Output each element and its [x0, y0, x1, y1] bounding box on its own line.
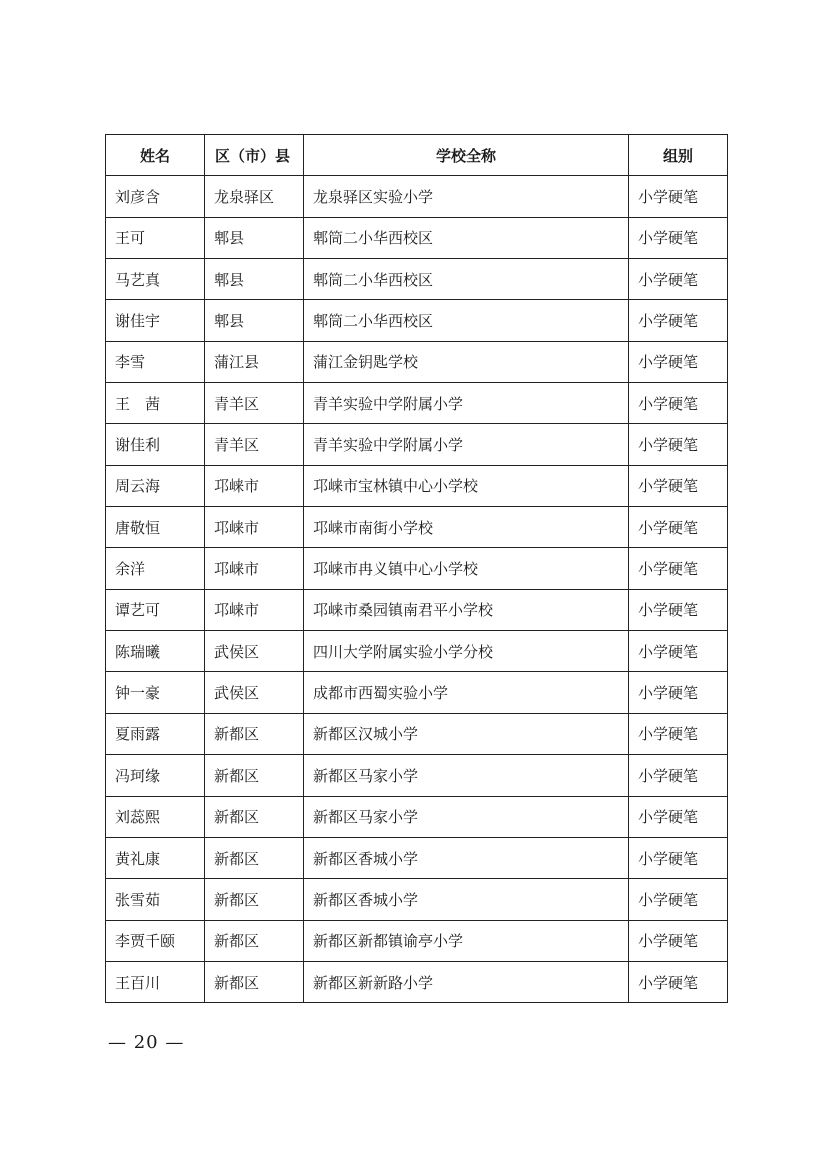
cell-group: 小学硬笔 [629, 341, 728, 382]
cell-school: 青羊实验中学附属小学 [304, 383, 629, 424]
cell-name: 马艺真 [106, 259, 205, 300]
cell-county: 武侯区 [205, 631, 304, 672]
cell-school: 蒲江金钥匙学校 [304, 341, 629, 382]
cell-group: 小学硬笔 [629, 796, 728, 837]
cell-school: 新都区新新路小学 [304, 961, 629, 1002]
table-row [106, 961, 728, 1002]
table-row [106, 796, 728, 837]
cell-county: 邛崃市 [205, 507, 304, 548]
cell-school: 郫筒二小华西校区 [304, 259, 629, 300]
cell-name: 王 茜 [106, 383, 205, 424]
table-header [106, 135, 728, 176]
cell-group: 小学硬笔 [629, 713, 728, 754]
cell-name: 刘蕊熙 [106, 796, 205, 837]
cell-name: 谢佳利 [106, 424, 205, 465]
cell-county: 新都区 [205, 796, 304, 837]
cell-school: 邛崃市冉义镇中心小学校 [304, 548, 629, 589]
cell-school: 新都区马家小学 [304, 755, 629, 796]
cell-group: 小学硬笔 [629, 961, 728, 1002]
cell-group: 小学硬笔 [629, 383, 728, 424]
cell-group: 小学硬笔 [629, 548, 728, 589]
cell-school: 郫筒二小华西校区 [304, 300, 629, 341]
table-row [106, 837, 728, 878]
cell-school: 新都区香城小学 [304, 879, 629, 920]
cell-name: 李雪 [106, 341, 205, 382]
cell-group: 小学硬笔 [629, 176, 728, 217]
cell-name: 谢佳宇 [106, 300, 205, 341]
table-row [106, 217, 728, 258]
cell-county: 郫县 [205, 259, 304, 300]
header-row [106, 135, 728, 176]
table-row [106, 259, 728, 300]
table-row [106, 713, 728, 754]
cell-name: 刘彦含 [106, 176, 205, 217]
header-school: 学校全称 [304, 135, 629, 176]
cell-school: 成都市西蜀实验小学 [304, 672, 629, 713]
cell-group: 小学硬笔 [629, 920, 728, 961]
cell-county: 新都区 [205, 920, 304, 961]
cell-county: 新都区 [205, 713, 304, 754]
table-row [106, 465, 728, 506]
page-number: — 20 — [108, 1032, 185, 1053]
cell-group: 小学硬笔 [629, 424, 728, 465]
cell-county: 新都区 [205, 755, 304, 796]
table-row [106, 920, 728, 961]
participants-table [105, 134, 728, 1003]
cell-school: 邛崃市桑园镇南君平小学校 [304, 589, 629, 630]
cell-name: 唐敬恒 [106, 507, 205, 548]
cell-name: 王可 [106, 217, 205, 258]
cell-school: 新都区马家小学 [304, 796, 629, 837]
cell-county: 青羊区 [205, 424, 304, 465]
cell-county: 武侯区 [205, 672, 304, 713]
cell-group: 小学硬笔 [629, 259, 728, 300]
cell-county: 新都区 [205, 961, 304, 1002]
cell-county: 邛崃市 [205, 548, 304, 589]
cell-county: 青羊区 [205, 383, 304, 424]
cell-county: 新都区 [205, 837, 304, 878]
table-row [106, 755, 728, 796]
cell-group: 小学硬笔 [629, 507, 728, 548]
cell-school: 龙泉驿区实验小学 [304, 176, 629, 217]
cell-group: 小学硬笔 [629, 300, 728, 341]
cell-group: 小学硬笔 [629, 672, 728, 713]
cell-county: 新都区 [205, 879, 304, 920]
cell-name: 周云海 [106, 465, 205, 506]
header-group: 组别 [629, 135, 728, 176]
cell-name: 陈瑞曦 [106, 631, 205, 672]
cell-school: 新都区香城小学 [304, 837, 629, 878]
cell-name: 张雪茹 [106, 879, 205, 920]
cell-name: 余洋 [106, 548, 205, 589]
cell-name: 夏雨露 [106, 713, 205, 754]
table-row [106, 507, 728, 548]
cell-school: 青羊实验中学附属小学 [304, 424, 629, 465]
cell-county: 郫县 [205, 300, 304, 341]
cell-name: 王百川 [106, 961, 205, 1002]
cell-school: 四川大学附属实验小学分校 [304, 631, 629, 672]
cell-county: 邛崃市 [205, 589, 304, 630]
cell-school: 新都区新都镇谕亭小学 [304, 920, 629, 961]
cell-group: 小学硬笔 [629, 755, 728, 796]
table-row [106, 879, 728, 920]
cell-county: 邛崃市 [205, 465, 304, 506]
table-row [106, 341, 728, 382]
cell-county: 郫县 [205, 217, 304, 258]
table-row [106, 548, 728, 589]
table-body [106, 176, 728, 1003]
cell-group: 小学硬笔 [629, 837, 728, 878]
cell-group: 小学硬笔 [629, 589, 728, 630]
cell-school: 新都区汉城小学 [304, 713, 629, 754]
cell-group: 小学硬笔 [629, 217, 728, 258]
header-name: 姓名 [106, 135, 205, 176]
cell-group: 小学硬笔 [629, 465, 728, 506]
table-row [106, 176, 728, 217]
table-row [106, 631, 728, 672]
table-row [106, 300, 728, 341]
table-row [106, 672, 728, 713]
table-row [106, 383, 728, 424]
cell-group: 小学硬笔 [629, 631, 728, 672]
cell-group: 小学硬笔 [629, 879, 728, 920]
cell-name: 黄礼康 [106, 837, 205, 878]
cell-name: 冯珂缘 [106, 755, 205, 796]
cell-name: 钟一豪 [106, 672, 205, 713]
cell-name: 李贾千颐 [106, 920, 205, 961]
table-row [106, 589, 728, 630]
cell-school: 郫筒二小华西校区 [304, 217, 629, 258]
cell-school: 邛崃市宝林镇中心小学校 [304, 465, 629, 506]
table-row [106, 424, 728, 465]
cell-county: 龙泉驿区 [205, 176, 304, 217]
participants-table-container [105, 134, 727, 1003]
cell-name: 谭艺可 [106, 589, 205, 630]
cell-school: 邛崃市南街小学校 [304, 507, 629, 548]
cell-county: 蒲江县 [205, 341, 304, 382]
header-county: 区（市）县 [205, 135, 304, 176]
